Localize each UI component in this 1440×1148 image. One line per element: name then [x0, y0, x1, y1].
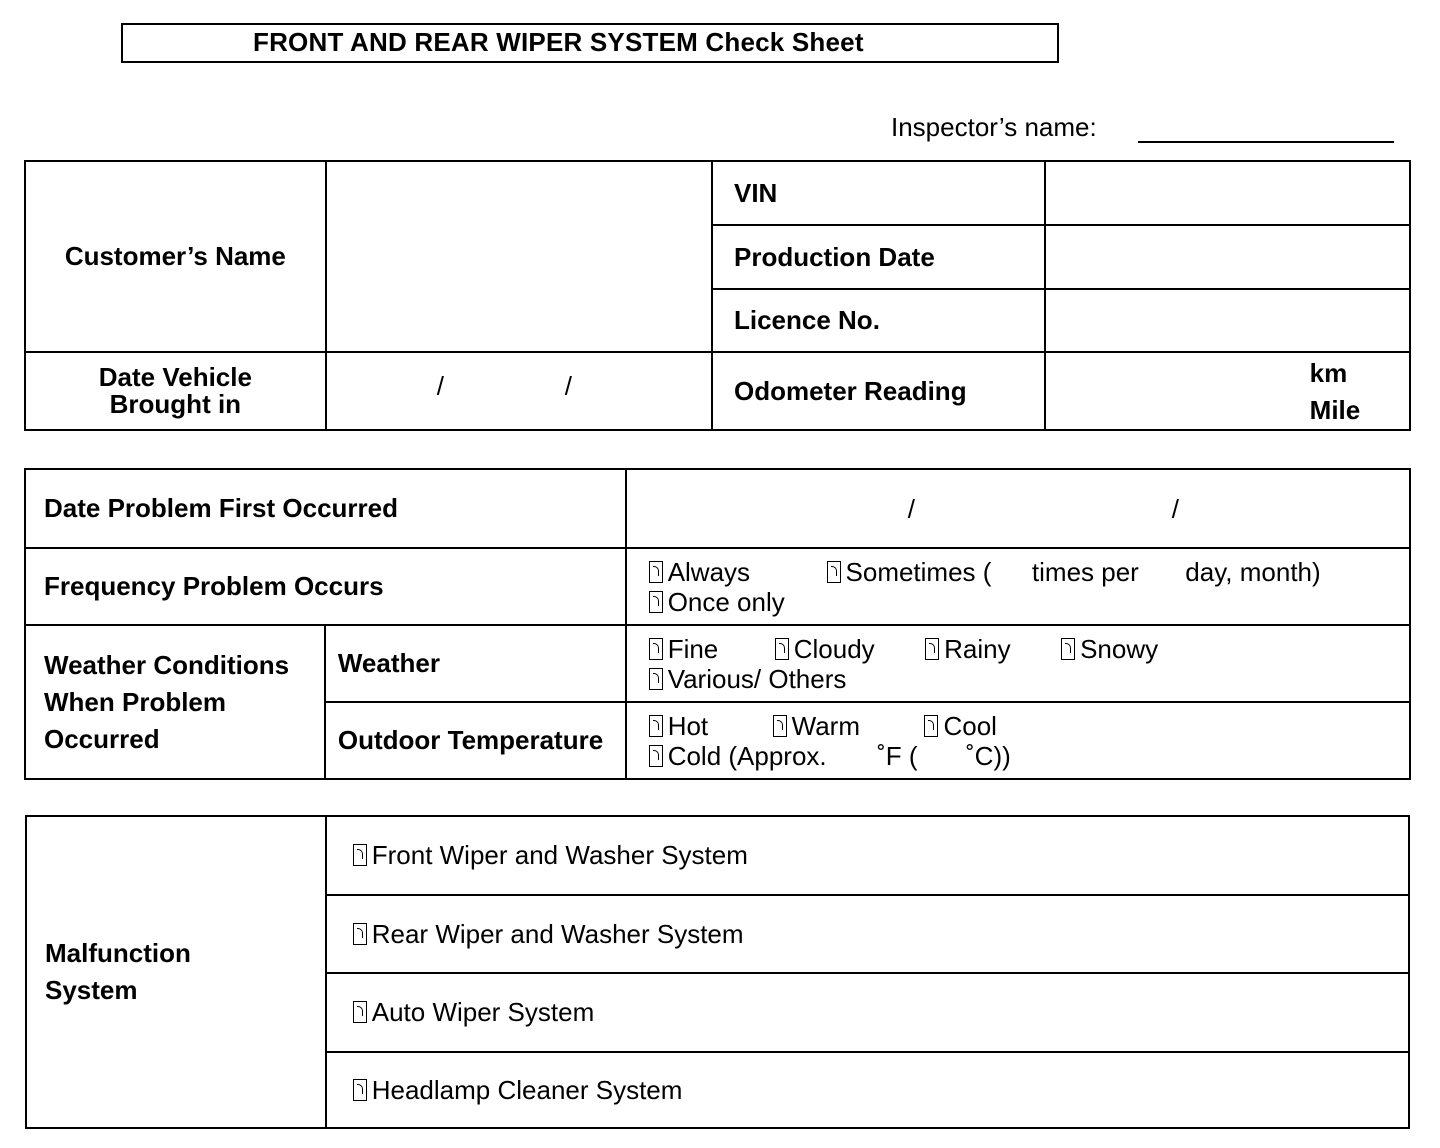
temp-warm: Warm: [791, 710, 860, 741]
frequency-options: [626, 548, 1410, 625]
malfunction-headlamp-cleaner: Headlamp Cleaner System: [371, 1074, 683, 1105]
problem-conditions-table: [24, 468, 1411, 780]
weather-conditions-line3: Occurred: [44, 723, 160, 754]
unit-km: km: [1309, 358, 1348, 388]
unit-mile: Mile: [1309, 395, 1361, 425]
weather-options: [626, 625, 1410, 702]
date-brought-label: [25, 352, 326, 430]
production-date-label: Production Date: [712, 225, 1045, 289]
weather-snowy: Snowy: [1080, 633, 1159, 664]
date-brought-field[interactable]: [326, 352, 712, 430]
weather-conditions-line2: When Problem: [44, 686, 227, 717]
date-first-occurred-field[interactable]: [626, 469, 1410, 548]
temp-cool: Cool: [943, 710, 997, 741]
checkbox-icon[interactable]: [649, 668, 663, 690]
weather-cloudy: Cloudy: [793, 633, 875, 664]
malfunction-rear-wiper: Rear Wiper and Washer System: [371, 918, 744, 949]
date-brought-label-line2: Brought in: [109, 389, 242, 419]
date-first-slash-2: /: [1171, 494, 1179, 524]
inspector-label: Inspector’s name:: [891, 112, 1097, 142]
malfunction-option: [326, 816, 1409, 895]
malfunction-label-line2: System: [45, 975, 138, 1005]
weather-label: Weather: [325, 625, 626, 702]
checkbox-icon[interactable]: [353, 844, 367, 866]
malfunction-system-table: [25, 815, 1410, 1129]
weather-conditions-line1: Weather Conditions: [44, 649, 290, 680]
malfunction-option: [326, 973, 1409, 1052]
outdoor-temperature-label: Outdoor Temperature: [325, 702, 626, 779]
checkbox-icon[interactable]: [649, 561, 663, 583]
vin-field[interactable]: [1045, 161, 1410, 225]
date-slash-2: /: [564, 371, 572, 401]
checkbox-icon[interactable]: [649, 715, 663, 737]
checkbox-icon[interactable]: [353, 923, 367, 945]
customer-name-label: Customer’s Name: [25, 161, 326, 352]
weather-fine: Fine: [667, 633, 719, 664]
checkbox-icon[interactable]: [649, 638, 663, 660]
date-first-occurred-label: Date Problem First Occurred: [25, 469, 626, 548]
temp-hot: Hot: [667, 710, 709, 741]
weather-conditions-label: [25, 625, 325, 779]
temperature-options: [626, 702, 1410, 779]
licence-label: Licence No.: [712, 289, 1045, 352]
checkbox-icon[interactable]: [1061, 638, 1075, 660]
checkbox-icon[interactable]: [353, 1079, 367, 1101]
checkbox-icon[interactable]: [924, 715, 938, 737]
temp-celsius: ˚C)): [966, 740, 1011, 771]
checkbox-icon[interactable]: [827, 561, 841, 583]
checkbox-icon[interactable]: [649, 745, 663, 767]
malfunction-option: [326, 895, 1409, 973]
checkbox-icon[interactable]: [925, 638, 939, 660]
weather-various: Various/ Others: [667, 663, 847, 694]
weather-rainy: Rainy: [944, 633, 1011, 664]
malfunction-option: [326, 1052, 1409, 1128]
checkbox-icon[interactable]: [649, 591, 663, 613]
freq-day-month: day, month): [1185, 556, 1321, 587]
vin-label: VIN: [712, 161, 1045, 225]
freq-sometimes: Sometimes (: [845, 556, 992, 587]
freq-once: Once only: [667, 586, 785, 617]
inspector-name-field[interactable]: [1138, 141, 1394, 143]
date-slash-1: /: [436, 371, 444, 401]
malfunction-system-label: [26, 816, 326, 1128]
licence-field[interactable]: [1045, 289, 1410, 352]
freq-always: Always: [667, 556, 751, 587]
odometer-label: Odometer Reading: [712, 352, 1045, 430]
malfunction-front-wiper: Front Wiper and Washer System: [371, 840, 748, 870]
frequency-label: Frequency Problem Occurs: [25, 548, 626, 625]
date-first-slash-1: /: [907, 494, 915, 524]
page-title: FRONT AND REAR WIPER SYSTEM Check Sheet: [253, 27, 864, 57]
malfunction-label-line1: Malfunction: [45, 938, 191, 968]
malfunction-auto-wiper: Auto Wiper System: [371, 997, 595, 1027]
odometer-field[interactable]: [1045, 352, 1410, 430]
checkbox-icon[interactable]: [775, 638, 789, 660]
temp-fahrenheit: ˚F (: [877, 740, 918, 771]
checkbox-icon[interactable]: [353, 1001, 367, 1023]
checkbox-icon[interactable]: [773, 715, 787, 737]
vehicle-info-table: [24, 160, 1411, 431]
customer-name-field[interactable]: [326, 161, 712, 352]
temp-cold: Cold (Approx.: [667, 740, 827, 771]
date-brought-label-line1: Date Vehicle: [98, 362, 252, 392]
freq-times-per: times per: [1031, 556, 1139, 587]
production-date-field[interactable]: [1045, 225, 1410, 289]
